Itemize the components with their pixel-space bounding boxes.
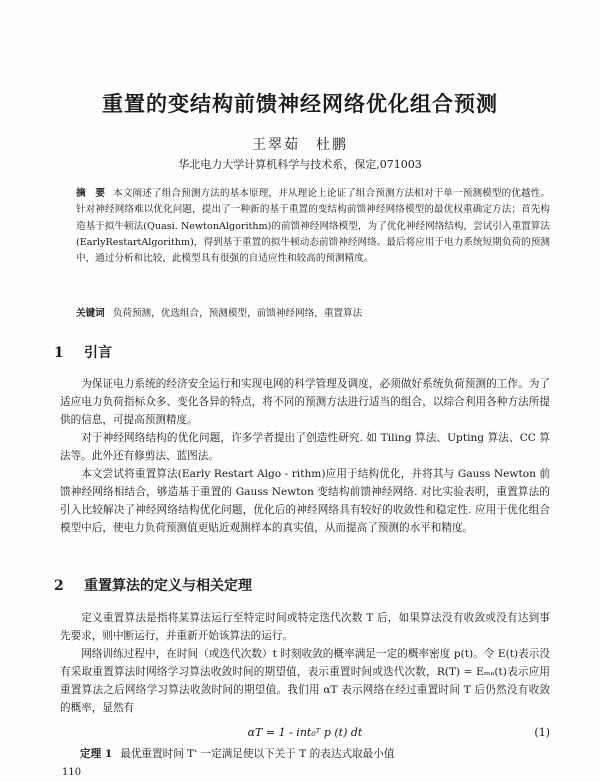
theorem-1-label: 定理 1 bbox=[80, 748, 113, 760]
equation-1-expression: αT = 1 - int₀ᵀ p (t) dt bbox=[247, 726, 363, 739]
theorem-1 bbox=[80, 746, 550, 761]
section-2-title: 重置算法的定义与相关定理 bbox=[84, 578, 252, 594]
keywords-label: 关键词 bbox=[76, 308, 105, 319]
equation-1 bbox=[60, 726, 550, 739]
section-1-paragraph: 为保证电力系统的经济安全运行和实现电网的科学管理及调度，必须做好系统负荷预测的工作。为了适应电力负荷指标众多、变化各异的特点，将不同的预测方法进行适当的组合，以综合利用各种方法所提供的信息，可提高预测精度。 bbox=[60, 378, 550, 426]
section-1-paragraph: 本文尝试将重置算法(Early Restart Algo - rithm)应用于结构优化，并将其与 Gauss Newton 前馈神经网络相结合，够造基于重置的 Gauss Newton 变结构前馈神经网络. 对比实验表明，重置算法的引入比较解决了神经网络结构优化问题，优化后的神经网络具有较好的收敛性和稳定性. 应用于优化组合模型中后，使电力负荷预测值更贴近观测样本的真实值，从而提高了预测的水平和精度。 bbox=[60, 468, 550, 534]
section-2-paragraph: 网络训练过程中，在时间（或迭代次数）t 时刻收敛的概率满足一定的概率密度 p(t)。令 E(t)表示没有采取重置算法时网络学习算法收敛时间的期望值，表示重置时间或迭代次数，R(T) = Eₘₐ(t)表示应用重置算法之后网络学习算法收敛时间的期望值。我们用 αT 表示网络在经过重置时间 T 后仍然没有收敛的概率，显然有 bbox=[60, 648, 550, 714]
section-2-heading bbox=[54, 575, 252, 595]
paper-title: 重置的变结构前馈神经网络优化组合预测 bbox=[102, 91, 498, 116]
section-2-number: 2 bbox=[54, 578, 64, 594]
section-2-body bbox=[60, 609, 550, 717]
keywords bbox=[76, 307, 550, 321]
keywords-text: 负荷预测，优选组合，预测模型，前馈神经网络，重置算法 bbox=[112, 308, 363, 319]
paper-authors: 王翠茹 杜鹏 bbox=[252, 137, 348, 153]
section-1-body bbox=[60, 375, 550, 537]
abstract-label: 摘 要 bbox=[76, 188, 106, 199]
theorem-1-text: 最优重置时间 T' 一定满足使以下关于 T 的表达式取最小值 bbox=[120, 748, 395, 760]
section-2-paragraph: 定义重置算法是指将某算法运行至特定时间或特定迭代次数 T 后，如果算法没有收敛或没有达到事先要求，则中断运行，并重新开始该算法的运行。 bbox=[60, 612, 550, 642]
page-number: 110 bbox=[62, 767, 82, 778]
abstract bbox=[76, 186, 550, 267]
section-1-heading bbox=[54, 342, 112, 362]
section-1-paragraph: 对于神经网络结构的优化问题，许多学者提出了创造性研究. 如 Tiling 算法、Upting 算法、CC 算法等。此外还有修剪法、蓝图法。 bbox=[60, 432, 550, 462]
section-1-title: 引言 bbox=[84, 345, 112, 361]
paper-affiliation: 华北电力大学计算机科学与技术系，保定,071003 bbox=[178, 158, 422, 171]
section-1-number: 1 bbox=[54, 345, 64, 361]
abstract-text: 本文阐述了组合预测方法的基本原理，并从理论上论证了组合预测方法相对于单一预测模型的优越性。针对神经网络难以优化问题，提出了一种新的基于重置的变结构前馈神经网络模型的最优权重确定方法；首先构造基于拟牛顿法(Quasi. NewtonAlgorithm)的前馈神经网络模型，为了优化神经网络结构，尝试引入重置算法(EarlyRestartAlgorithm)，得到基于重置的拟牛顿动态前馈神经网络。最后将应用于电力系统短期负荷的预测中，通过分析和比较，此模型具有很强的自适应性和较高的预测精度。 bbox=[76, 188, 551, 265]
equation-1-number: (1) bbox=[534, 726, 550, 739]
